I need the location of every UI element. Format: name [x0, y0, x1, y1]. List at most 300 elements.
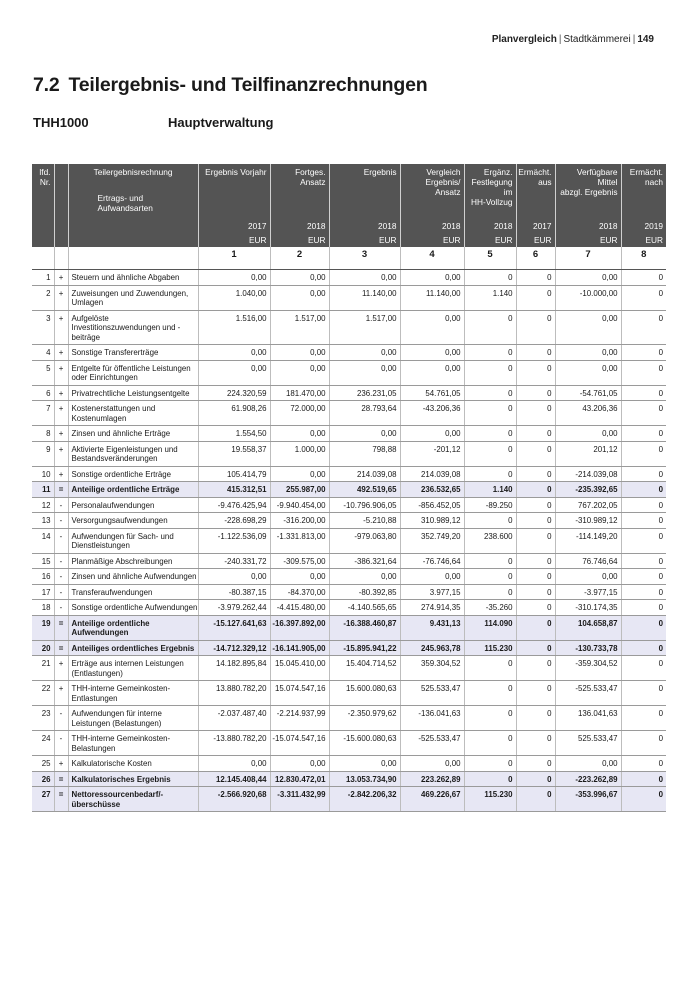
running-head-org: Stadtkämmerei [563, 34, 631, 45]
unit-code: THH1000 [33, 115, 89, 130]
header-col-title: Ermächt. aus [518, 167, 552, 187]
cell-col-1: 1.516,00 [198, 310, 270, 345]
row-number: 2 [32, 285, 54, 310]
row-number: 19 [32, 615, 54, 640]
cell-col-7: 0,00 [555, 360, 621, 385]
cell-col-4: 0,00 [400, 270, 464, 286]
row-label: Erträge aus internen Leistungen (Entlastungen) [68, 656, 198, 681]
cell-col-8: 0 [621, 513, 666, 529]
cell-col-3: 236.231,05 [329, 385, 400, 401]
cell-col-7: -114.149,20 [555, 528, 621, 553]
cell-col-1: -2.037.487,40 [198, 706, 270, 731]
cell-col-6: 0 [516, 441, 555, 466]
cell-col-5: 0 [464, 584, 516, 600]
table-row [32, 756, 666, 772]
cell-col-6: 0 [516, 466, 555, 482]
cell-col-5: 0 [464, 513, 516, 529]
cell-col-8: 0 [621, 360, 666, 385]
cell-col-8: 0 [621, 656, 666, 681]
header-op [54, 164, 68, 213]
cell-col-1: 12.145.408,44 [198, 771, 270, 787]
cell-col-8: 0 [621, 401, 666, 426]
row-operator: + [54, 270, 68, 286]
cell-col-1: -13.880.782,20 [198, 731, 270, 756]
cell-col-2: -309.575,00 [270, 553, 329, 569]
header-unit-8: EUR [621, 233, 666, 247]
cell-col-7: -310.989,12 [555, 513, 621, 529]
result-table [32, 164, 666, 812]
cell-col-5: -35.260 [464, 600, 516, 616]
cell-col-4: 223.262,89 [400, 771, 464, 787]
cell-col-5: 0 [464, 553, 516, 569]
cell-col-8: 0 [621, 441, 666, 466]
cell-col-6: 0 [516, 787, 555, 812]
row-number: 16 [32, 569, 54, 585]
cell-col-7: -3.977,15 [555, 584, 621, 600]
cell-col-1: 0,00 [198, 360, 270, 385]
cell-col-1: 0,00 [198, 270, 270, 286]
cell-col-8: 0 [621, 681, 666, 706]
table-row [32, 787, 666, 812]
cell-col-6: 0 [516, 285, 555, 310]
section-number: 7.2 [33, 74, 60, 96]
cell-col-5: 0 [464, 426, 516, 442]
cell-col-2: 0,00 [270, 466, 329, 482]
row-operator: = [54, 482, 68, 498]
row-label: Zinsen und ähnliche Erträge [68, 426, 198, 442]
header-col-title: Verfügbare Mittel abzgl. Ergebnis [560, 167, 618, 197]
header-col-6 [516, 164, 555, 213]
cell-col-1: 415.312,51 [198, 482, 270, 498]
header-lfd-text: lfd. Nr. [39, 167, 51, 187]
row-number: 12 [32, 497, 54, 513]
header-year-8: 2019 [621, 213, 666, 233]
cell-col-1: -3.979.262,44 [198, 600, 270, 616]
row-operator: - [54, 569, 68, 585]
cell-col-3: 13.053.734,90 [329, 771, 400, 787]
row-number: 15 [32, 553, 54, 569]
cell-col-7: 76.746,64 [555, 553, 621, 569]
col-number-3: 3 [329, 247, 400, 270]
cell-col-4: -136.041,63 [400, 706, 464, 731]
cell-col-1: -14.712.329,12 [198, 640, 270, 656]
table-row [32, 528, 666, 553]
cell-col-7: 0,00 [555, 426, 621, 442]
header-col-title: Ergänz. Festlegung im HH-Vollzug [470, 167, 513, 207]
header-col-title: Ergebnis [363, 167, 397, 177]
col-number-5: 5 [464, 247, 516, 270]
cell-col-5: -89.250 [464, 497, 516, 513]
cell-col-7: 525.533,47 [555, 731, 621, 756]
row-operator: + [54, 681, 68, 706]
cell-col-3: 214.039,08 [329, 466, 400, 482]
row-operator: = [54, 640, 68, 656]
table-row [32, 569, 666, 585]
cell-col-3: -386.321,64 [329, 553, 400, 569]
cell-col-2: 12.830.472,01 [270, 771, 329, 787]
header-year-5: 2018 [464, 213, 516, 233]
cell-col-2: -16.397.892,00 [270, 615, 329, 640]
cell-col-6: 0 [516, 771, 555, 787]
cell-col-3: 15.600.080,63 [329, 681, 400, 706]
cell-col-3: 0,00 [329, 426, 400, 442]
row-operator: + [54, 345, 68, 361]
table-row [32, 681, 666, 706]
row-label: Zuweisungen und Zuwendungen, Umlagen [68, 285, 198, 310]
cell-col-5: 0 [464, 771, 516, 787]
cell-col-7: 104.658,87 [555, 615, 621, 640]
cell-col-6: 0 [516, 569, 555, 585]
running-head: Planvergleich | Stadtkämmerei | 149 [491, 34, 654, 45]
row-operator: = [54, 771, 68, 787]
row-operator: = [54, 615, 68, 640]
cell-col-4: 245.963,78 [400, 640, 464, 656]
cell-col-7: 0,00 [555, 270, 621, 286]
table-row [32, 310, 666, 345]
cell-col-3: -80.392,85 [329, 584, 400, 600]
cell-col-6: 0 [516, 270, 555, 286]
row-number: 24 [32, 731, 54, 756]
header-col-title: Ergebnis Vorjahr [205, 167, 267, 177]
cell-col-3: -4.140.565,65 [329, 600, 400, 616]
cell-col-8: 0 [621, 345, 666, 361]
header-col-5 [464, 164, 516, 213]
cell-col-3: -979.063,80 [329, 528, 400, 553]
row-label: Aktivierte Eigenleistungen und Bestandsveränderungen [68, 441, 198, 466]
cell-col-7: 43.206,36 [555, 401, 621, 426]
cell-col-4: 274.914,35 [400, 600, 464, 616]
cell-col-5: 114.090 [464, 615, 516, 640]
header-col-8 [621, 164, 666, 213]
row-number: 8 [32, 426, 54, 442]
cell-col-6: 0 [516, 681, 555, 706]
cell-col-3: 798,88 [329, 441, 400, 466]
row-number: 10 [32, 466, 54, 482]
row-operator: + [54, 385, 68, 401]
cell-col-3: 0,00 [329, 345, 400, 361]
cell-col-3: 0,00 [329, 270, 400, 286]
cell-col-8: 0 [621, 285, 666, 310]
header-year-2: 2018 [270, 213, 329, 233]
header-col-title: Vergleich Ergebnis/ Ansatz [425, 167, 461, 197]
cell-col-2: -16.141.905,00 [270, 640, 329, 656]
row-label: Sonstige ordentliche Aufwendungen [68, 600, 198, 616]
header-col-title: Ermächt. nach [629, 167, 663, 187]
row-operator: + [54, 401, 68, 426]
cell-col-1: -2.566.920,68 [198, 787, 270, 812]
row-number: 13 [32, 513, 54, 529]
cell-col-4: 0,00 [400, 345, 464, 361]
cell-col-5: 0 [464, 345, 516, 361]
header-label [68, 164, 198, 213]
row-label: THH-interne Gemeinkosten-Entlastungen [68, 681, 198, 706]
cell-col-4: 352.749,20 [400, 528, 464, 553]
cell-col-5: 0 [464, 270, 516, 286]
cell-col-6: 0 [516, 756, 555, 772]
cell-col-3: -16.388.460,87 [329, 615, 400, 640]
table-row [32, 615, 666, 640]
row-label: Zinsen und ähnliche Aufwendungen [68, 569, 198, 585]
cell-col-3: 0,00 [329, 360, 400, 385]
header-unit-4: EUR [400, 233, 464, 247]
row-label: Anteilige ordentliche Erträge [68, 482, 198, 498]
cell-col-2: 15.045.410,00 [270, 656, 329, 681]
cell-col-1: -1.122.536,09 [198, 528, 270, 553]
cell-col-3: -10.796.906,05 [329, 497, 400, 513]
row-number: 27 [32, 787, 54, 812]
cell-col-8: 0 [621, 569, 666, 585]
row-number: 23 [32, 706, 54, 731]
cell-col-2: 0,00 [270, 270, 329, 286]
row-label: Entgelte für öffentliche Leistungen oder Einrichtungen [68, 360, 198, 385]
table-body [32, 247, 666, 812]
cell-col-8: 0 [621, 426, 666, 442]
cell-col-7: -223.262,89 [555, 771, 621, 787]
cell-col-6: 0 [516, 656, 555, 681]
page-number: 149 [637, 34, 654, 45]
cell-col-3: 1.517,00 [329, 310, 400, 345]
cell-col-2: 15.074.547,16 [270, 681, 329, 706]
cell-col-3: -2.350.979,62 [329, 706, 400, 731]
cell-col-5: 0 [464, 681, 516, 706]
cell-col-1: 19.558,37 [198, 441, 270, 466]
row-number: 4 [32, 345, 54, 361]
cell-col-6: 0 [516, 401, 555, 426]
cell-col-8: 0 [621, 756, 666, 772]
row-operator: + [54, 441, 68, 466]
cell-col-7: 0,00 [555, 569, 621, 585]
row-number: 5 [32, 360, 54, 385]
cell-col-7: 201,12 [555, 441, 621, 466]
cell-col-6: 0 [516, 426, 555, 442]
row-label: Anteiliges ordentliches Ergebnis [68, 640, 198, 656]
row-number: 17 [32, 584, 54, 600]
cell-col-7: -310.174,35 [555, 600, 621, 616]
cell-col-3: -15.895.941,22 [329, 640, 400, 656]
running-head-chapter: Planvergleich [491, 34, 557, 45]
row-number: 7 [32, 401, 54, 426]
cell-col-5: 1.140 [464, 482, 516, 498]
cell-col-4: 54.761,05 [400, 385, 464, 401]
cell-col-7: 767.202,05 [555, 497, 621, 513]
cell-col-3: 11.140,00 [329, 285, 400, 310]
cell-col-3: 492.519,65 [329, 482, 400, 498]
header-unit-7: EUR [555, 233, 621, 247]
header-label-top: Teilergebnisrechnung [93, 167, 173, 177]
cell-col-7: -353.996,67 [555, 787, 621, 812]
cell-col-8: 0 [621, 584, 666, 600]
row-operator: = [54, 787, 68, 812]
cell-col-4: 469.226,67 [400, 787, 464, 812]
row-operator: - [54, 528, 68, 553]
cell-col-8: 0 [621, 706, 666, 731]
cell-col-1: 61.908,26 [198, 401, 270, 426]
cell-col-5: 0 [464, 385, 516, 401]
unit-name: Hauptverwaltung [168, 115, 274, 130]
cell-col-2: -316.200,00 [270, 513, 329, 529]
cell-col-8: 0 [621, 497, 666, 513]
cell-col-4: 0,00 [400, 569, 464, 585]
cell-col-6: 0 [516, 640, 555, 656]
cell-col-1: 1.040,00 [198, 285, 270, 310]
table-row [32, 401, 666, 426]
row-label: Kostenerstattungen und Kostenumlagen [68, 401, 198, 426]
column-number-row [32, 247, 666, 270]
cell-col-5: 0 [464, 756, 516, 772]
cell-col-4: -201,12 [400, 441, 464, 466]
row-number: 18 [32, 600, 54, 616]
header-col-title: Fortges. Ansatz [295, 167, 326, 187]
table-row [32, 600, 666, 616]
cell-col-4: 0,00 [400, 310, 464, 345]
table-row [32, 441, 666, 466]
cell-col-4: 3.977,15 [400, 584, 464, 600]
header-col-3 [329, 164, 400, 213]
col-number-1: 1 [198, 247, 270, 270]
row-operator: - [54, 600, 68, 616]
table-row [32, 360, 666, 385]
cell-col-2: -1.331.813,00 [270, 528, 329, 553]
row-operator: - [54, 731, 68, 756]
row-label: Aufwendungen für Sach- und Dienstleistungen [68, 528, 198, 553]
header-unit-5: EUR [464, 233, 516, 247]
row-operator: + [54, 285, 68, 310]
cell-col-6: 0 [516, 497, 555, 513]
table-row [32, 731, 666, 756]
table-row [32, 553, 666, 569]
cell-col-3: 15.404.714,52 [329, 656, 400, 681]
cell-col-1: -9.476.425,94 [198, 497, 270, 513]
cell-col-7: -130.733,78 [555, 640, 621, 656]
header-col-4 [400, 164, 464, 213]
cell-col-6: 0 [516, 385, 555, 401]
cell-col-4: -76.746,64 [400, 553, 464, 569]
cell-col-5: 0 [464, 731, 516, 756]
row-operator: + [54, 466, 68, 482]
cell-col-2: -15.074.547,16 [270, 731, 329, 756]
header-year-7: 2018 [555, 213, 621, 233]
cell-col-8: 0 [621, 640, 666, 656]
table-row [32, 466, 666, 482]
cell-col-2: 0,00 [270, 360, 329, 385]
table-row [32, 640, 666, 656]
cell-col-6: 0 [516, 731, 555, 756]
row-number: 14 [32, 528, 54, 553]
header-col-2 [270, 164, 329, 213]
row-operator: - [54, 553, 68, 569]
cell-col-6: 0 [516, 528, 555, 553]
cell-col-6: 0 [516, 310, 555, 345]
cell-col-7: -214.039,08 [555, 466, 621, 482]
cell-col-5: 0 [464, 569, 516, 585]
cell-col-8: 0 [621, 731, 666, 756]
row-number: 22 [32, 681, 54, 706]
row-number: 1 [32, 270, 54, 286]
cell-col-1: 0,00 [198, 756, 270, 772]
table-row [32, 385, 666, 401]
cell-col-6: 0 [516, 600, 555, 616]
cell-col-4: -43.206,36 [400, 401, 464, 426]
cell-col-8: 0 [621, 615, 666, 640]
table-row [32, 497, 666, 513]
col-number-6: 6 [516, 247, 555, 270]
row-number: 26 [32, 771, 54, 787]
cell-col-2: 1.000,00 [270, 441, 329, 466]
cell-col-2: 181.470,00 [270, 385, 329, 401]
row-number: 11 [32, 482, 54, 498]
table-row [32, 426, 666, 442]
table-row [32, 513, 666, 529]
cell-col-8: 0 [621, 771, 666, 787]
row-label: Nettoressourcenbedarf/-überschüsse [68, 787, 198, 812]
row-label: Personalaufwendungen [68, 497, 198, 513]
cell-col-8: 0 [621, 270, 666, 286]
header-lfd-nr [32, 164, 54, 213]
cell-col-4: 9.431,13 [400, 615, 464, 640]
cell-col-5: 0 [464, 706, 516, 731]
cell-col-4: 11.140,00 [400, 285, 464, 310]
cell-col-1: 14.182.895,84 [198, 656, 270, 681]
cell-col-5: 0 [464, 656, 516, 681]
cell-col-4: 525.533,47 [400, 681, 464, 706]
table-row [32, 584, 666, 600]
cell-col-7: 136.041,63 [555, 706, 621, 731]
cell-col-7: 0,00 [555, 345, 621, 361]
row-label: THH-interne Gemeinkosten-Belastungen [68, 731, 198, 756]
cell-col-2: -2.214.937,99 [270, 706, 329, 731]
cell-col-1: -240.331,72 [198, 553, 270, 569]
section-title-text: Teilergebnis- und Teilfinanzrechnungen [68, 74, 428, 96]
table-row [32, 285, 666, 310]
col-number-8: 8 [621, 247, 666, 270]
cell-col-5: 1.140 [464, 285, 516, 310]
cell-col-5: 0 [464, 310, 516, 345]
header-year-4: 2018 [400, 213, 464, 233]
cell-col-7: -359.304,52 [555, 656, 621, 681]
cell-col-8: 0 [621, 310, 666, 345]
row-label: Kalkulatorisches Ergebnis [68, 771, 198, 787]
header-year-3: 2018 [329, 213, 400, 233]
row-operator: - [54, 706, 68, 731]
row-label: Aufgelöste Investitionszuwendungen und -beiträge [68, 310, 198, 345]
row-label: Sonstige ordentliche Erträge [68, 466, 198, 482]
col-number-2: 2 [270, 247, 329, 270]
row-operator: + [54, 426, 68, 442]
cell-col-6: 0 [516, 615, 555, 640]
table-row [32, 771, 666, 787]
cell-col-5: 0 [464, 466, 516, 482]
cell-col-5: 238.600 [464, 528, 516, 553]
row-number: 25 [32, 756, 54, 772]
cell-col-4: 0,00 [400, 360, 464, 385]
row-number: 9 [32, 441, 54, 466]
header-unit-2: EUR [270, 233, 329, 247]
cell-col-2: -3.311.432,99 [270, 787, 329, 812]
table-row [32, 656, 666, 681]
header-col-1 [198, 164, 270, 213]
cell-col-7: -235.392,65 [555, 482, 621, 498]
row-operator: - [54, 584, 68, 600]
col-number-7: 7 [555, 247, 621, 270]
row-label: Planmäßige Abschreibungen [68, 553, 198, 569]
cell-col-3: 28.793,64 [329, 401, 400, 426]
cell-col-4: -525.533,47 [400, 731, 464, 756]
row-number: 20 [32, 640, 54, 656]
header-year-6: 2017 [516, 213, 555, 233]
cell-col-2: -4.415.480,00 [270, 600, 329, 616]
row-label: Aufwendungen für interne Leistungen (Belastungen) [68, 706, 198, 731]
cell-col-3: -5.210,88 [329, 513, 400, 529]
